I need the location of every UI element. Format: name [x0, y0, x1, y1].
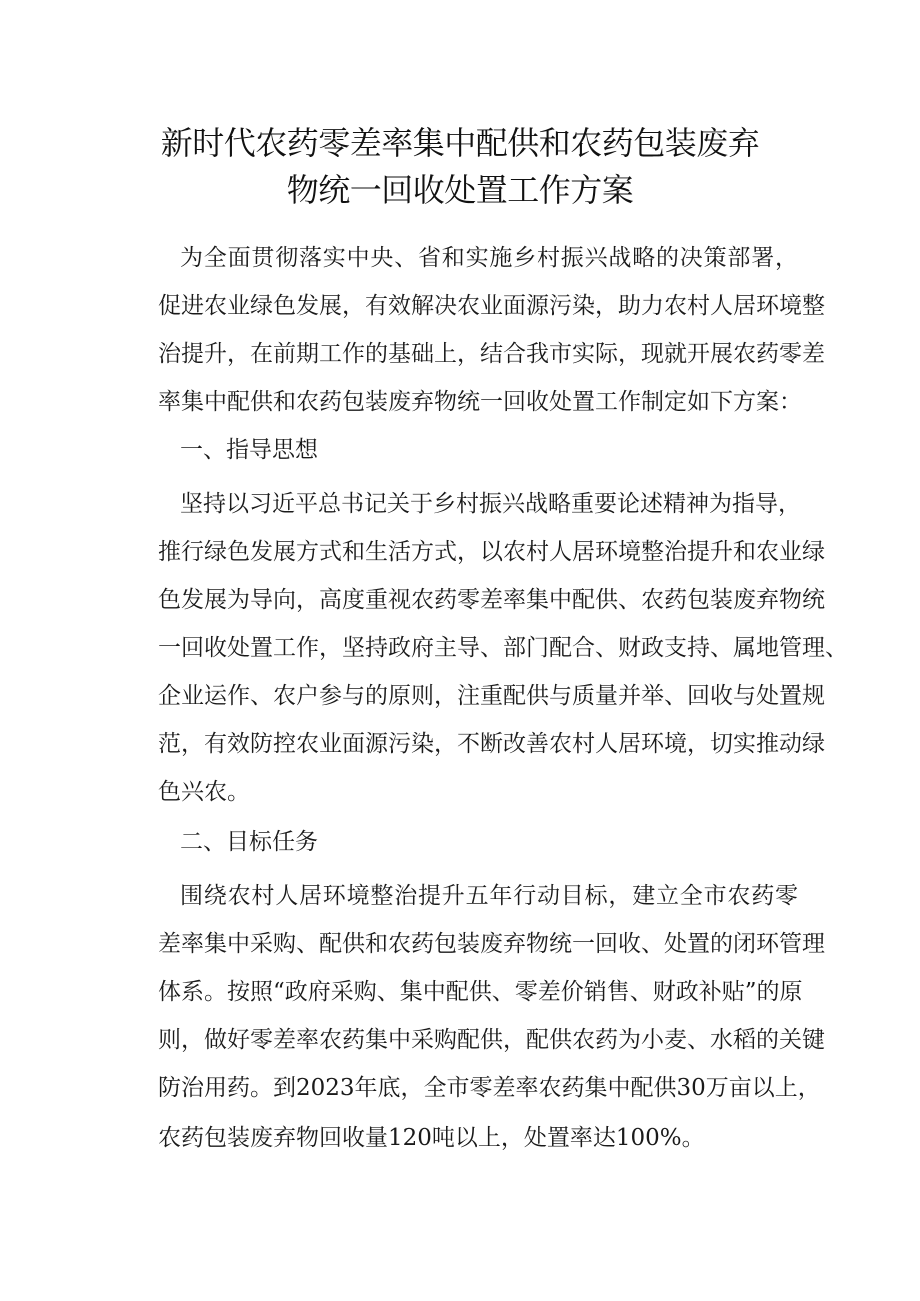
section2-line-5: 防治用药。到2023年底，全市零差率农药集中配供30万亩以上， [158, 1075, 821, 1101]
section1-line-2: 推行绿色发展方式和生活方式，以农村人居环境整治提升和农业绿 [158, 539, 825, 565]
section1-line-6: 范，有效防控农业面源污染，不断改善农村人居环境，切实推动绿 [158, 731, 825, 757]
section1-line-3: 色发展为导向，高度重视农药零差率集中配供、农药包装废弃物统 [158, 587, 825, 613]
document-title-line-1: 新时代农药零差率集中配供和农药包装废弃 [160, 124, 760, 162]
section2-line-3: 体系。按照“政府采购、集中配供、零差价销售、财政补贴”的原 [158, 979, 803, 1005]
intro-line-3: 治提升，在前期工作的基础上，结合我市实际，现就开展农药零差 [158, 341, 825, 367]
section2-line-1: 围绕农村人居环境整治提升五年行动目标，建立全市农药零 [180, 883, 798, 909]
section2-line-6: 农药包装废弃物回收量120吨以上，处置率达100%。 [158, 1125, 705, 1151]
section2-line-2: 差率集中采购、配供和农药包装废弃物统一回收、处置的闭环管理 [158, 931, 825, 957]
section-heading-guiding-ideology: 一、指导思想 [180, 437, 318, 463]
section2-line-4: 则，做好零差率农药集中采购配供，配供农药为小麦、水稻的关键 [158, 1027, 825, 1053]
section-heading-objectives: 二、目标任务 [180, 829, 318, 855]
intro-line-1: 为全面贯彻落实中央、省和实施乡村振兴战略的决策部署， [180, 245, 798, 271]
section1-line-1: 坚持以习近平总书记关于乡村振兴战略重要论述精神为指导， [180, 491, 801, 517]
section1-line-4: 一回收处置工作，坚持政府主导、部门配合、财政支持、属地管理、 [158, 635, 848, 661]
intro-line-4: 率集中配供和农药包装废弃物统一回收处置工作制定如下方案： [158, 389, 802, 415]
section1-line-7: 色兴农。 [158, 779, 250, 805]
document-title-line-2: 物统一回收处置工作方案 [286, 171, 634, 209]
intro-line-2: 促进农业绿色发展，有效解决农业面源污染，助力农村人居环境整 [158, 293, 825, 319]
section1-line-5: 企业运作、农户参与的原则，注重配供与质量并举、回收与处置规 [158, 683, 825, 709]
